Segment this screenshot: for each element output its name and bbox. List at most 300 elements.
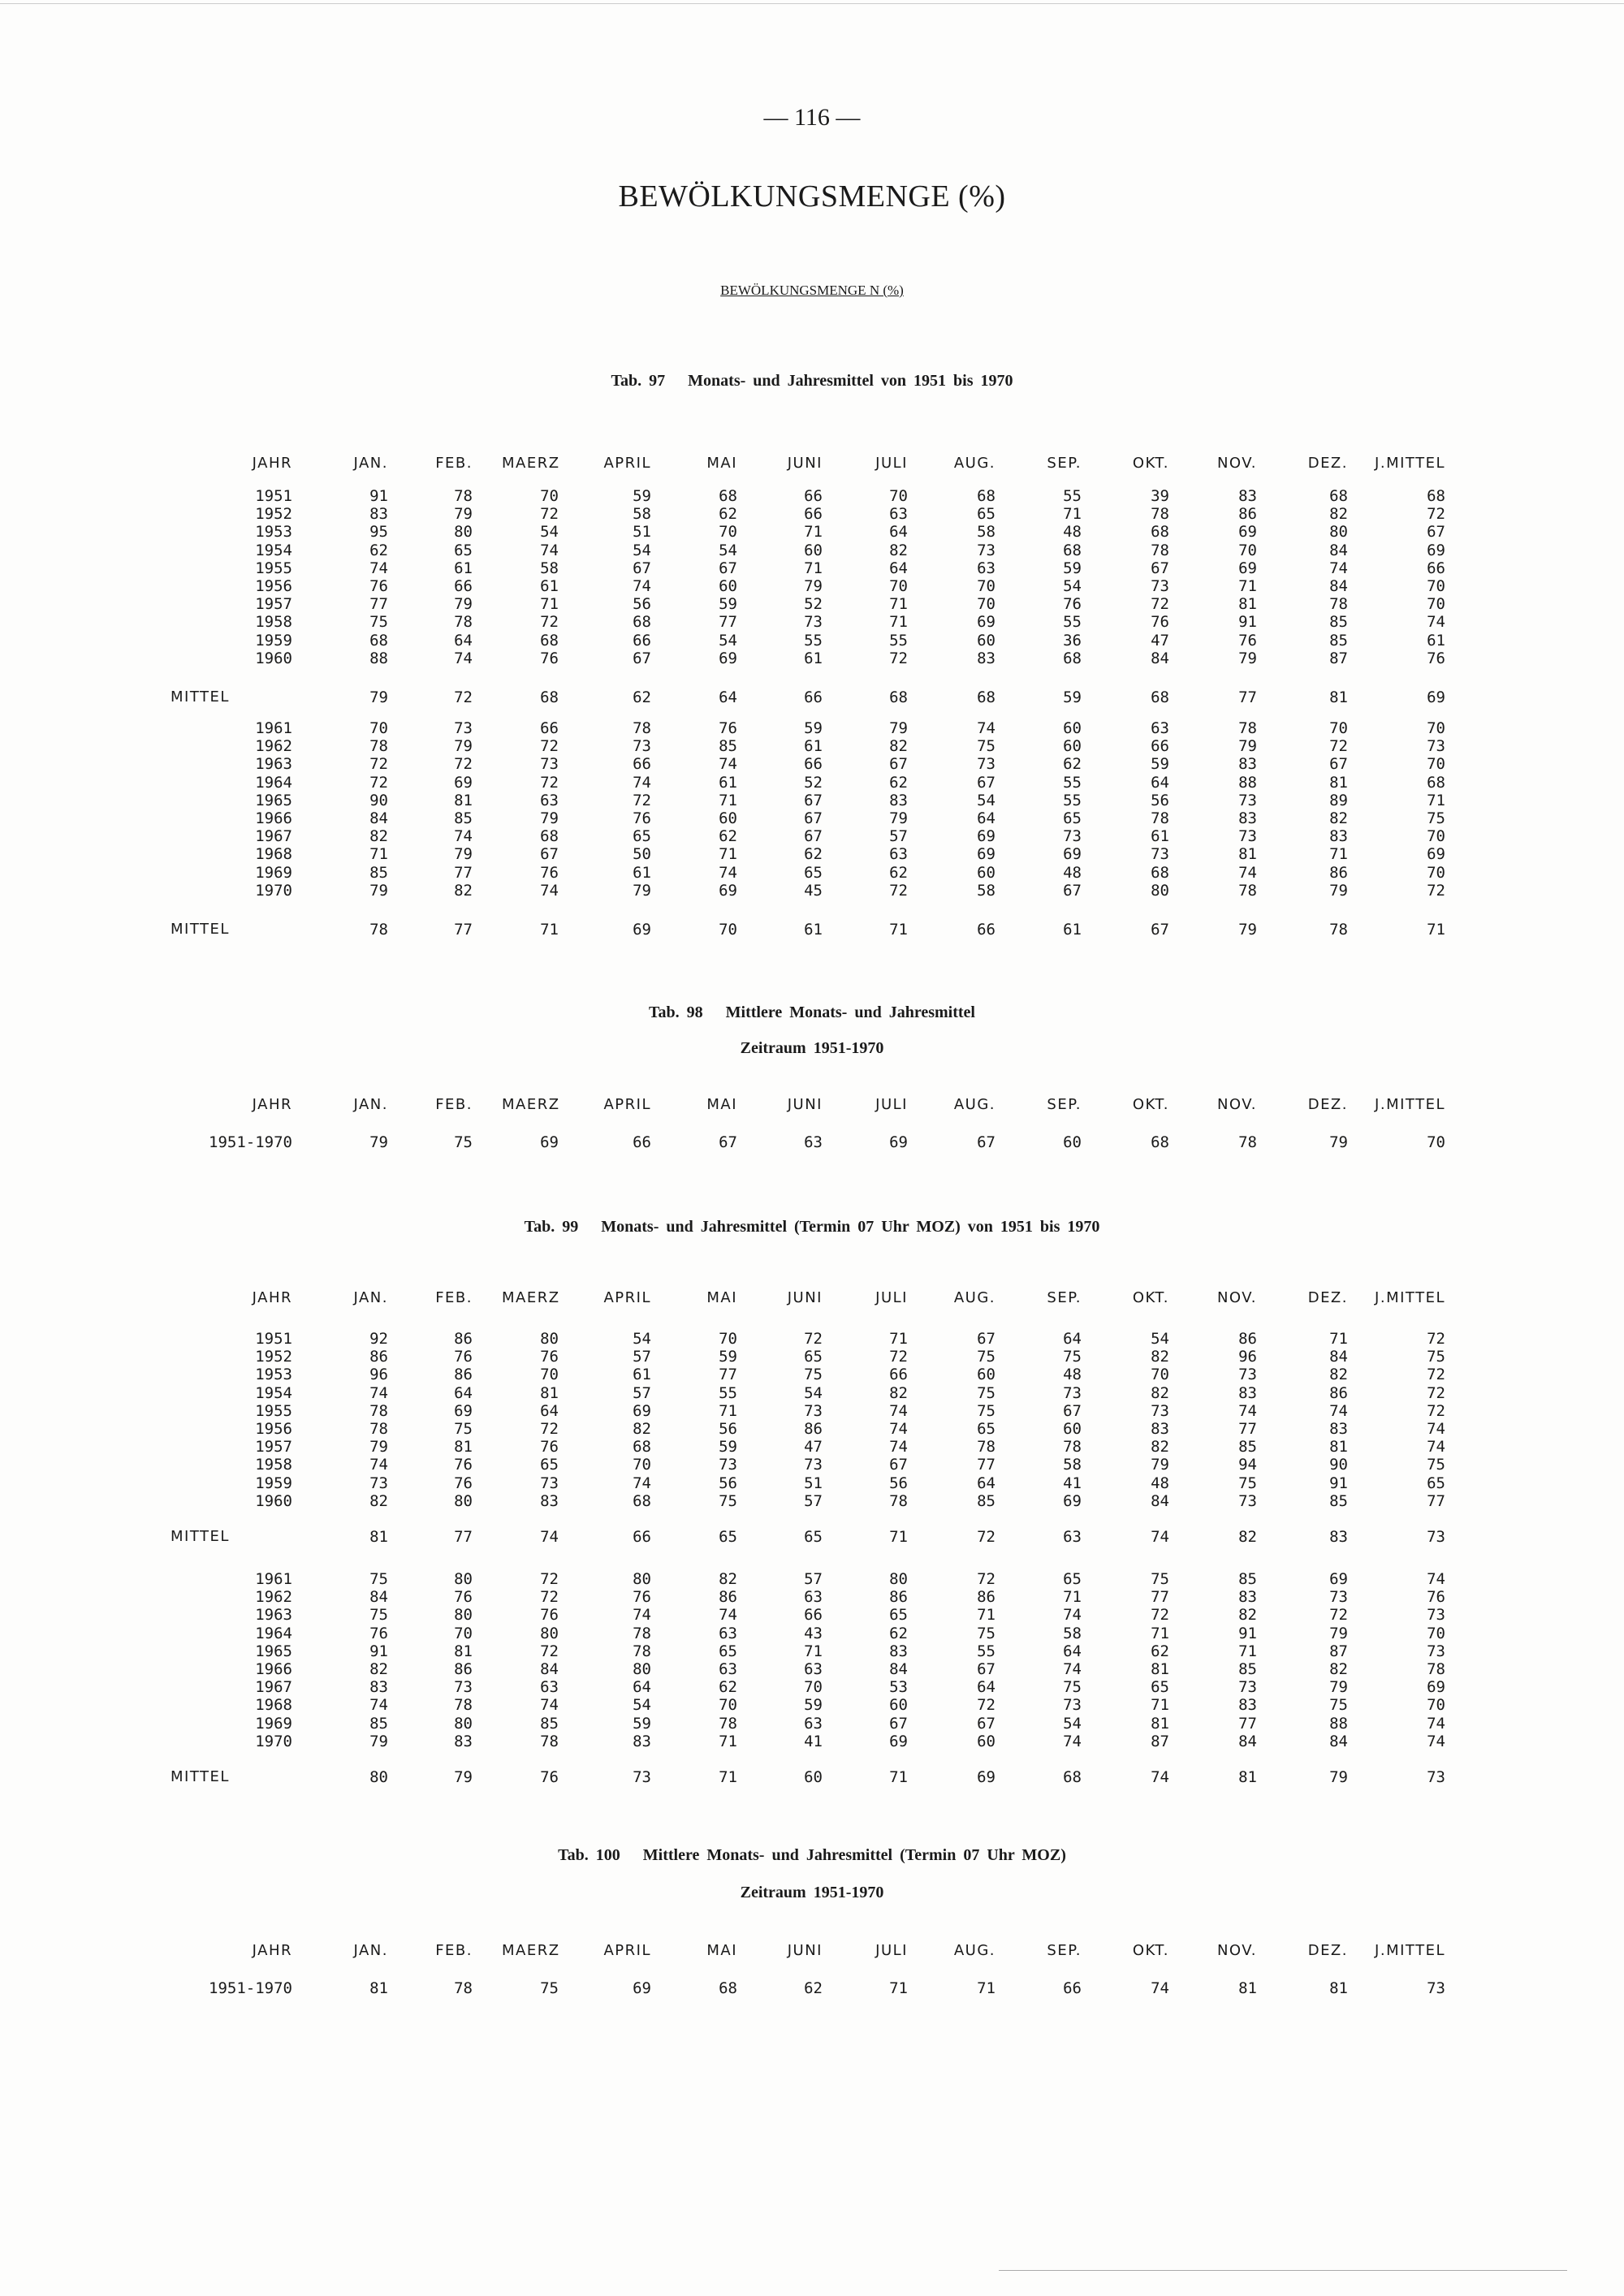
table-cell: 76 — [1427, 1588, 1445, 1607]
table-cell: 55 — [1063, 791, 1082, 809]
table-cell: 71 — [719, 1401, 737, 1420]
table-cell: 61 — [804, 649, 823, 667]
row-label: 1970 — [255, 1732, 292, 1750]
table-cell: 68 — [977, 688, 996, 706]
table-cell: 67 — [1151, 559, 1169, 577]
table-cell: 87 — [1329, 1642, 1348, 1660]
column-header: J.MITTEL — [1375, 455, 1445, 472]
table-cell: 74 — [1151, 1528, 1169, 1546]
table-cell: 65 — [804, 1528, 823, 1546]
table-cell: 59 — [804, 1696, 823, 1715]
table-cell: 77 — [719, 613, 737, 632]
table-cell: 67 — [1329, 755, 1348, 774]
table-cell: 70 — [540, 487, 559, 505]
table-cell: 78 — [1238, 881, 1257, 900]
table-cell: 78 — [454, 1696, 473, 1715]
table-cell: 78 — [1427, 1660, 1445, 1678]
table-cell: 74 — [633, 577, 651, 595]
table-cell: 78 — [369, 1420, 388, 1438]
tab98-caption-part: Mittlere Monats- und Jahresmittel — [725, 1003, 975, 1021]
row-label: 1953 — [255, 523, 292, 542]
table-cell: 41 — [1063, 1474, 1082, 1492]
table-cell: 85 — [1329, 613, 1348, 632]
table-cell: 72 — [889, 881, 908, 900]
table-cell: 47 — [1151, 631, 1169, 650]
table-cell: 72 — [540, 1642, 559, 1660]
table-cell: 78 — [454, 1979, 473, 1997]
table-cell: 59 — [719, 1348, 737, 1366]
table-cell: 66 — [804, 755, 823, 774]
tab97-caption-part: Tab. 97 — [611, 372, 666, 390]
table-cell: 85 — [1238, 1570, 1257, 1588]
column-header: NOV. — [1216, 455, 1257, 472]
table-cell: 85 — [369, 1714, 388, 1733]
table-cell: 79 — [1329, 881, 1348, 900]
table-cell: 83 — [540, 1491, 559, 1510]
table-cell: 84 — [1151, 1491, 1169, 1510]
table-cell: 73 — [1151, 845, 1169, 864]
row-label: 1956 — [255, 577, 292, 595]
tab97-caption-part: Monats- und Jahresmittel von 1951 bis 1970 — [688, 372, 1013, 390]
table-cell: 69 — [454, 1401, 473, 1420]
row-label: 1952 — [255, 505, 292, 524]
table-cell: 68 — [633, 1438, 651, 1457]
table-cell: 70 — [1427, 595, 1445, 614]
table-cell: 73 — [1151, 1401, 1169, 1420]
table-cell: 86 — [1329, 1383, 1348, 1402]
table-row — [0, 1625, 1624, 1644]
table-cell: 81 — [1329, 773, 1348, 792]
table-cell: 75 — [1427, 809, 1445, 827]
table-cell: 80 — [454, 1491, 473, 1510]
table-cell: 74 — [454, 827, 473, 846]
table-cell: 71 — [719, 845, 737, 864]
table-cell: 66 — [1151, 737, 1169, 756]
table-cell: 66 — [633, 1133, 651, 1151]
column-header: JAHR — [252, 1289, 292, 1306]
tab100-period: Zeitraum 1951-1970 — [740, 1884, 884, 1901]
table-cell: 74 — [719, 863, 737, 882]
table-cell: 63 — [1063, 1528, 1082, 1546]
tab100-caption-part: Mittlere Monats- und Jahresmittel (Termin 07 Uhr MOZ) — [642, 1846, 1066, 1864]
table-cell: 58 — [977, 881, 996, 900]
table-cell: 68 — [369, 631, 388, 650]
row-label: 1957 — [255, 595, 292, 614]
table-cell: 61 — [1427, 631, 1445, 650]
table-cell: 85 — [1238, 1438, 1257, 1457]
table-cell: 96 — [1238, 1348, 1257, 1366]
table-cell: 51 — [633, 523, 651, 542]
table-cell: 59 — [633, 1714, 651, 1733]
table-cell: 76 — [369, 577, 388, 595]
table-cell: 73 — [1427, 1606, 1445, 1625]
table-cell: 88 — [1329, 1714, 1348, 1733]
table-cell: 67 — [977, 1330, 996, 1348]
table-cell: 78 — [369, 921, 388, 939]
table-cell: 54 — [540, 523, 559, 542]
table-cell: 63 — [889, 845, 908, 864]
table-cell: 84 — [369, 1588, 388, 1607]
tab98-caption — [0, 1003, 1624, 1022]
table-cell: 81 — [1238, 1768, 1257, 1786]
table-cell: 81 — [540, 1383, 559, 1402]
column-header: JAN. — [353, 1096, 388, 1113]
tab99-caption — [0, 1218, 1624, 1236]
table-cell: 79 — [369, 881, 388, 900]
table-cell: 60 — [977, 1366, 996, 1384]
table-cell: 74 — [633, 1606, 651, 1625]
table-cell: 71 — [1329, 845, 1348, 864]
table-cell: 79 — [454, 595, 473, 614]
table-cell: 60 — [1063, 1133, 1082, 1151]
table-cell: 72 — [540, 613, 559, 632]
table-cell: 72 — [369, 773, 388, 792]
table-cell: 62 — [369, 541, 388, 559]
table-cell: 74 — [369, 1696, 388, 1715]
table-cell: 72 — [889, 649, 908, 667]
table-row — [0, 1474, 1624, 1494]
table-cell: 74 — [540, 541, 559, 559]
table-cell: 57 — [804, 1491, 823, 1510]
table-cell: 83 — [1151, 1420, 1169, 1438]
page-number: — 116 — — [763, 104, 861, 131]
table-row — [0, 542, 1624, 561]
table-cell: 86 — [1238, 1330, 1257, 1348]
table-cell: 75 — [977, 1383, 996, 1402]
table-cell: 48 — [1151, 1474, 1169, 1492]
table-cell: 71 — [1063, 505, 1082, 524]
table-cell: 78 — [719, 1714, 737, 1733]
table-cell: 66 — [633, 755, 651, 774]
table-cell: 55 — [804, 631, 823, 650]
column-header: J.MITTEL — [1375, 1942, 1445, 1959]
table-row — [0, 1606, 1624, 1625]
table-cell: 61 — [540, 577, 559, 595]
table-cell: 62 — [719, 1678, 737, 1697]
table-cell: 70 — [1427, 719, 1445, 737]
table-cell: 74 — [1329, 1401, 1348, 1420]
table-cell: 66 — [540, 719, 559, 737]
table-row — [0, 559, 1624, 579]
column-header: NOV. — [1216, 1942, 1257, 1959]
column-header: OKT. — [1132, 1096, 1169, 1113]
row-label: 1966 — [255, 809, 292, 827]
table-cell: 70 — [719, 1330, 737, 1348]
table-cell: 82 — [889, 737, 908, 756]
column-header: JULI — [875, 1942, 908, 1959]
row-label: 1954 — [255, 541, 292, 559]
table-cell: 79 — [454, 1768, 473, 1786]
table-row — [0, 1456, 1624, 1475]
table-cell: 79 — [1329, 1624, 1348, 1642]
table-cell: 73 — [1238, 791, 1257, 809]
table-cell: 72 — [454, 755, 473, 774]
table-cell: 74 — [1427, 1714, 1445, 1733]
table-cell: 72 — [1427, 1401, 1445, 1420]
table-cell: 70 — [719, 1696, 737, 1715]
table-cell: 64 — [977, 1678, 996, 1697]
column-header: NOV. — [1216, 1289, 1257, 1306]
table-cell: 63 — [804, 1714, 823, 1733]
table-cell: 76 — [1238, 631, 1257, 650]
table-cell: 82 — [1329, 1660, 1348, 1678]
table-cell: 63 — [977, 559, 996, 577]
row-label: 1963 — [255, 755, 292, 774]
table-cell: 87 — [1151, 1732, 1169, 1750]
table-cell: 72 — [540, 1420, 559, 1438]
table-cell: 82 — [1238, 1528, 1257, 1546]
table-cell: 71 — [540, 595, 559, 614]
table-cell: 75 — [719, 1491, 737, 1510]
table-cell: 62 — [889, 863, 908, 882]
column-header: DEZ. — [1307, 1289, 1348, 1306]
table-cell: 79 — [804, 577, 823, 595]
table-cell: 78 — [1238, 1133, 1257, 1151]
table-cell: 74 — [633, 773, 651, 792]
table-cell: 78 — [1151, 505, 1169, 524]
column-header: NOV. — [1216, 1096, 1257, 1113]
table-cell: 74 — [1063, 1732, 1082, 1750]
table-cell: 68 — [1151, 523, 1169, 542]
column-header: J.MITTEL — [1375, 1289, 1445, 1306]
table-cell: 76 — [454, 1348, 473, 1366]
table-cell: 83 — [454, 1732, 473, 1750]
table-cell: 73 — [1427, 1979, 1445, 1997]
table-cell: 68 — [719, 487, 737, 505]
table-cell: 80 — [540, 1624, 559, 1642]
row-label: MITTEL — [171, 921, 230, 938]
table-cell: 62 — [889, 1624, 908, 1642]
table-cell: 63 — [719, 1660, 737, 1678]
table-cell: 76 — [1151, 613, 1169, 632]
table-cell: 72 — [540, 1588, 559, 1607]
table-cell: 83 — [1238, 755, 1257, 774]
table-cell: 54 — [1151, 1330, 1169, 1348]
table-cell: 74 — [1427, 1732, 1445, 1750]
table-cell: 80 — [1151, 881, 1169, 900]
column-header: SEP. — [1047, 1942, 1082, 1959]
table-cell: 68 — [1427, 487, 1445, 505]
table-cell: 81 — [1238, 845, 1257, 864]
table-cell: 74 — [1238, 1401, 1257, 1420]
table-cell: 69 — [719, 881, 737, 900]
table-cell: 81 — [369, 1528, 388, 1546]
table-cell: 63 — [719, 1624, 737, 1642]
table-cell: 77 — [454, 863, 473, 882]
table-cell: 74 — [1151, 1979, 1169, 1997]
row-label: MITTEL — [171, 1768, 230, 1785]
table-cell: 72 — [977, 1570, 996, 1588]
table-cell: 76 — [454, 1456, 473, 1474]
table-cell: 66 — [804, 688, 823, 706]
table-cell: 73 — [1151, 577, 1169, 595]
table-cell: 79 — [1238, 649, 1257, 667]
table-cell: 72 — [454, 688, 473, 706]
table-cell: 71 — [804, 559, 823, 577]
table-cell: 56 — [1151, 791, 1169, 809]
table-cell: 83 — [1238, 1588, 1257, 1607]
table-cell: 73 — [1063, 827, 1082, 846]
table-cell: 80 — [454, 523, 473, 542]
table-row — [0, 1678, 1624, 1698]
table-cell: 70 — [540, 1366, 559, 1384]
column-header: SEP. — [1047, 1096, 1082, 1113]
table-cell: 74 — [719, 755, 737, 774]
table-cell: 78 — [454, 487, 473, 505]
table-cell: 60 — [719, 577, 737, 595]
row-label: MITTEL — [171, 688, 230, 706]
table-cell: 68 — [1063, 1768, 1082, 1786]
column-header: JAHR — [252, 1096, 292, 1113]
row-label: 1965 — [255, 1642, 292, 1660]
table-cell: 86 — [977, 1588, 996, 1607]
summary-row — [0, 1979, 1624, 1999]
table-row — [0, 792, 1624, 811]
table-cell: 76 — [540, 1438, 559, 1457]
table-cell: 82 — [454, 881, 473, 900]
table-cell: 85 — [454, 809, 473, 827]
table-cell: 59 — [1063, 688, 1082, 706]
column-header: OKT. — [1132, 1942, 1169, 1959]
table-cell: 77 — [977, 1456, 996, 1474]
column-header: JAHR — [252, 1942, 292, 1959]
table-cell: 79 — [454, 737, 473, 756]
table-cell: 86 — [1238, 505, 1257, 524]
table-cell: 92 — [369, 1330, 388, 1348]
table-cell: 65 — [633, 827, 651, 846]
table-cell: 65 — [804, 863, 823, 882]
table-cell: 64 — [977, 809, 996, 827]
table-cell: 67 — [719, 559, 737, 577]
table-cell: 83 — [889, 1642, 908, 1660]
page-subtitle — [0, 283, 1624, 299]
table-cell: 75 — [369, 613, 388, 632]
table-cell: 79 — [369, 1438, 388, 1457]
table-cell: 74 — [1427, 1570, 1445, 1588]
table-cell: 39 — [1151, 487, 1169, 505]
table-cell: 74 — [719, 1606, 737, 1625]
column-header: MAERZ — [502, 1942, 560, 1959]
table-cell: 68 — [1151, 688, 1169, 706]
row-label: 1951-1970 — [209, 1133, 292, 1151]
table-cell: 55 — [1063, 773, 1082, 792]
table-cell: 61 — [633, 1366, 651, 1384]
table-cell: 56 — [889, 1474, 908, 1492]
table-cell: 81 — [1238, 1979, 1257, 1997]
table-cell: 36 — [1063, 631, 1082, 650]
table-row — [0, 1402, 1624, 1422]
table-cell: 75 — [1427, 1348, 1445, 1366]
table-cell: 84 — [889, 1660, 908, 1678]
tab98-header — [0, 1096, 1624, 1116]
table-cell: 65 — [977, 505, 996, 524]
column-header: FEB. — [435, 1942, 473, 1959]
table-cell: 72 — [977, 1696, 996, 1715]
table-cell: 82 — [369, 1660, 388, 1678]
table-cell: 75 — [977, 1401, 996, 1420]
table-cell: 72 — [540, 773, 559, 792]
column-header: OKT. — [1132, 455, 1169, 472]
table-row — [0, 1492, 1624, 1512]
table-cell: 77 — [454, 921, 473, 939]
column-header: SEP. — [1047, 1289, 1082, 1306]
table-cell: 69 — [1063, 845, 1082, 864]
table-cell: 73 — [1238, 1491, 1257, 1510]
table-cell: 69 — [633, 1401, 651, 1420]
table-cell: 61 — [1063, 921, 1082, 939]
table-cell: 77 — [1238, 1420, 1257, 1438]
table-cell: 79 — [1238, 921, 1257, 939]
row-label: 1968 — [255, 845, 292, 864]
table-cell: 78 — [454, 613, 473, 632]
table-cell: 69 — [1427, 541, 1445, 559]
table-cell: 72 — [804, 1330, 823, 1348]
table-row — [0, 1348, 1624, 1367]
table-cell: 54 — [719, 631, 737, 650]
table-cell: 61 — [1151, 827, 1169, 846]
table-cell: 86 — [454, 1330, 473, 1348]
table-cell: 61 — [804, 921, 823, 939]
table-cell: 71 — [719, 791, 737, 809]
table-cell: 67 — [977, 1133, 996, 1151]
table-cell: 69 — [1063, 1491, 1082, 1510]
table-cell: 81 — [1151, 1660, 1169, 1678]
row-label: 1968 — [255, 1696, 292, 1715]
table-cell: 84 — [540, 1660, 559, 1678]
table-cell: 76 — [454, 1588, 473, 1607]
table-cell: 72 — [540, 505, 559, 524]
table-cell: 73 — [804, 1456, 823, 1474]
table-cell: 80 — [889, 1570, 908, 1588]
table-cell: 71 — [719, 1732, 737, 1750]
table-cell: 47 — [804, 1438, 823, 1457]
row-label: 1970 — [255, 881, 292, 900]
table-cell: 59 — [719, 1438, 737, 1457]
table-cell: 73 — [977, 755, 996, 774]
tab97-caption — [0, 372, 1624, 391]
table-cell: 75 — [1329, 1696, 1348, 1715]
table-cell: 72 — [889, 1348, 908, 1366]
table-cell: 78 — [1151, 541, 1169, 559]
table-cell: 64 — [633, 1678, 651, 1697]
table-cell: 70 — [1427, 863, 1445, 882]
tab99-caption-part: Monats- und Jahresmittel (Termin 07 Uhr MOZ) von 1951 bis 1970 — [601, 1218, 1100, 1236]
row-label: 1959 — [255, 631, 292, 650]
top-edge-rule — [0, 3, 1624, 4]
table-cell: 73 — [1238, 827, 1257, 846]
table-cell: 73 — [1238, 1678, 1257, 1697]
table-cell: 64 — [454, 631, 473, 650]
table-cell: 82 — [1151, 1383, 1169, 1402]
table-cell: 50 — [633, 845, 651, 864]
table-cell: 79 — [1151, 1456, 1169, 1474]
table-cell: 79 — [889, 719, 908, 737]
table-cell: 41 — [804, 1732, 823, 1750]
table-cell: 71 — [1151, 1696, 1169, 1715]
table-cell: 69 — [977, 1768, 996, 1786]
row-label: 1962 — [255, 1588, 292, 1607]
column-header: AUG. — [953, 1096, 996, 1113]
table-cell: 71 — [1063, 1588, 1082, 1607]
table-cell: 72 — [1427, 1366, 1445, 1384]
table-cell: 66 — [977, 921, 996, 939]
table-cell: 68 — [540, 631, 559, 650]
table-cell: 70 — [977, 595, 996, 614]
table-cell: 60 — [889, 1696, 908, 1715]
row-label: 1960 — [255, 649, 292, 667]
table-cell: 60 — [977, 863, 996, 882]
table-cell: 74 — [540, 1696, 559, 1715]
